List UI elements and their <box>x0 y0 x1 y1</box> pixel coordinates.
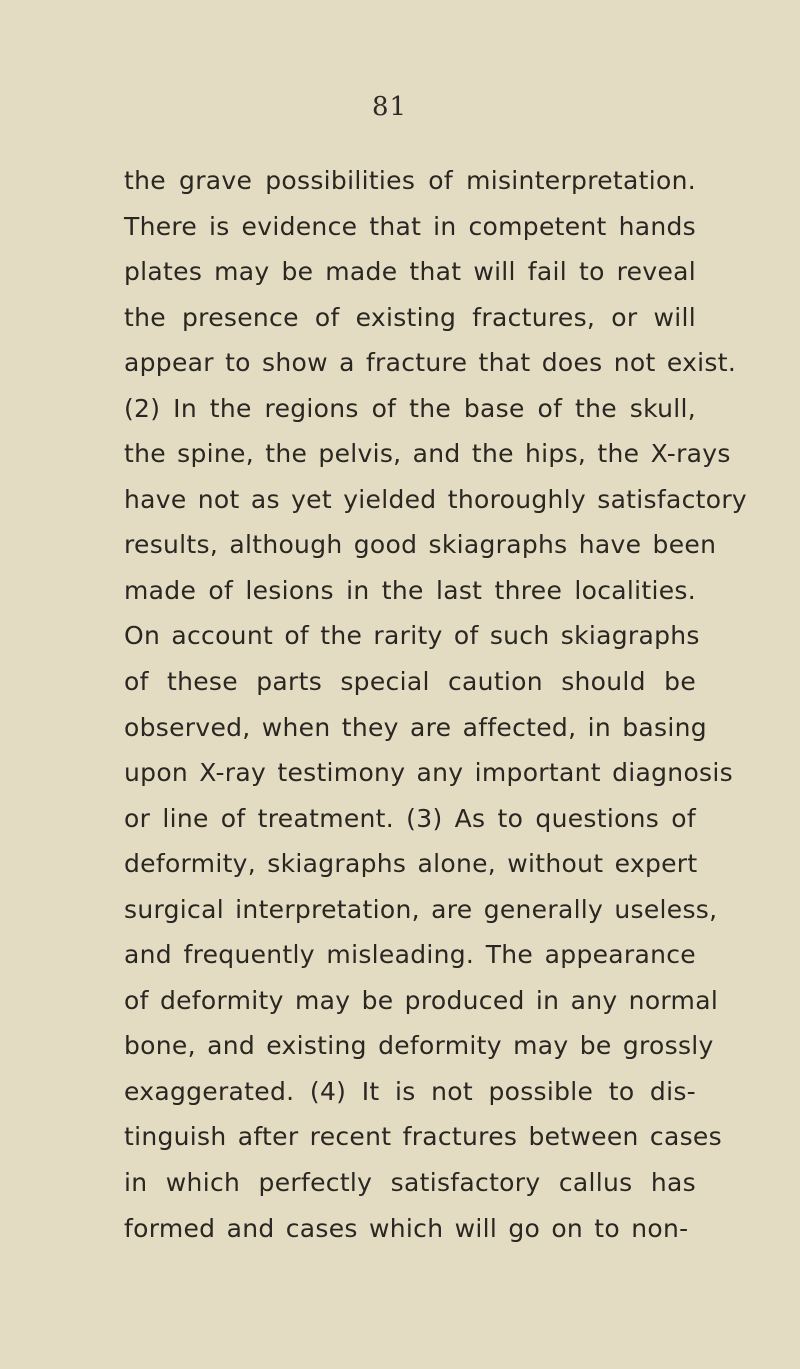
text-line: the grave possibilities of misinterpretation. <box>124 166 696 195</box>
text-line: results, although good skiagraphs have been <box>124 530 717 560</box>
text-line: the spine, the pelvis, and the hips, the X-rays <box>124 439 731 469</box>
text-line: observed, when they are affected, in basing <box>124 712 707 742</box>
text-line: of these parts special caution should be <box>124 667 696 697</box>
text-line: surgical interpretation, are generally useless, <box>124 894 718 924</box>
text-line: exaggerated. (4) It is not possible to dis- <box>124 1076 696 1106</box>
text-line: formed and cases which will go on to non- <box>124 1213 689 1243</box>
text-line: and frequently misleading. The appearance <box>124 940 696 970</box>
text-line: deformity, skiagraphs alone, without expert <box>124 849 698 879</box>
text-line: or line of treatment. (3) As to questions of <box>124 803 696 833</box>
text-line: have not as yet yielded thoroughly satisfactory <box>124 484 747 514</box>
text-line: made of lesions in the last three localities. <box>124 575 696 605</box>
text-line: (2) In the regions of the base of the skull, <box>124 393 696 423</box>
text-line: tinguish after recent fractures between cases <box>124 1122 722 1152</box>
text-line: plates may be made that will fail to reveal <box>124 257 696 287</box>
text-line: in which perfectly satisfactory callus has <box>124 1168 696 1198</box>
text-line: the presence of existing fractures, or will <box>124 302 696 332</box>
page-number: 81 <box>372 92 408 122</box>
text-line: appear to show a fracture that does not exist. <box>124 348 737 378</box>
text-line: upon X-ray testimony any important diagnosis <box>124 758 733 788</box>
text-line: of deformity may be produced in any normal <box>124 985 719 1015</box>
text-line: There is evidence that in competent hands <box>124 211 696 241</box>
text-line: bone, and existing deformity may be grossly <box>124 1031 714 1061</box>
text-line: On account of the rarity of such skiagraphs <box>124 621 700 651</box>
body-text <box>124 158 747 1251</box>
